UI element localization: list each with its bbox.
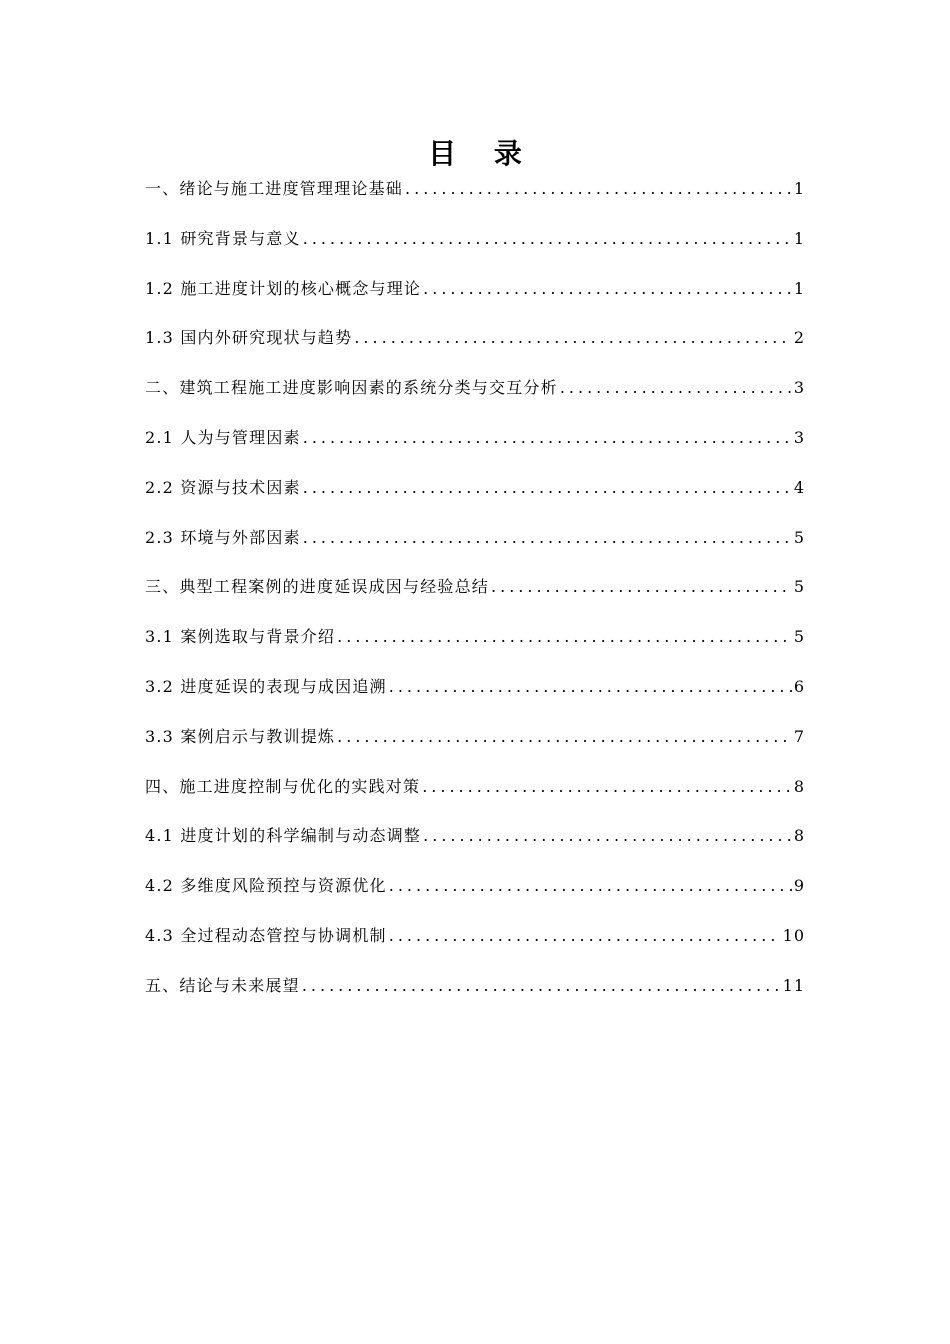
toc-leader-dots	[491, 575, 792, 599]
toc-entry[interactable]	[145, 476, 805, 526]
toc-page-number: 10	[782, 925, 805, 945]
toc-page-number: 4	[793, 477, 805, 497]
toc-entry[interactable]	[145, 824, 805, 874]
toc-entry[interactable]	[145, 974, 805, 1024]
toc-leader-dots	[337, 725, 792, 749]
toc-page-number: 3	[793, 427, 805, 447]
toc-entry-text: 1.1 研究背景与意义	[145, 228, 301, 248]
toc-leader-dots	[337, 625, 792, 649]
toc-entry[interactable]	[145, 277, 805, 327]
toc-page-number: 6	[793, 676, 805, 696]
toc-leader-dots	[354, 326, 791, 350]
toc-entry-text: 2.3 环境与外部因素	[145, 527, 301, 547]
toc-page-number: 1	[793, 179, 805, 198]
toc-leader-dots	[303, 227, 792, 251]
toc-page-number: 5	[793, 527, 805, 547]
toc-leader-dots	[389, 675, 792, 699]
toc-entry[interactable]	[145, 675, 805, 725]
toc-leader-dots	[389, 924, 781, 948]
toc-entry[interactable]	[145, 227, 805, 277]
toc-entry[interactable]	[145, 426, 805, 476]
toc-entry[interactable]	[145, 924, 805, 974]
toc-entry-text: 四、施工进度控制与优化的实践对策	[145, 776, 421, 796]
toc-page-number: 1	[793, 228, 805, 248]
toc-entry[interactable]	[145, 376, 805, 426]
toc-entry-text: 1.2 施工进度计划的核心概念与理论	[145, 278, 422, 298]
toc-entry[interactable]	[145, 725, 805, 775]
toc-entry[interactable]	[145, 625, 805, 675]
toc-entry-text: 二、建筑工程施工进度影响因素的系统分类与交互分析	[145, 378, 558, 398]
toc-leader-dots	[423, 277, 792, 301]
toc-entry[interactable]	[145, 326, 805, 376]
toc-entry[interactable]	[145, 575, 805, 625]
toc-page-number: 8	[793, 776, 805, 796]
toc-page-number: 7	[793, 726, 805, 746]
toc-page-number: 5	[793, 627, 805, 647]
toc-entry-text: 4.3 全过程动态管控与协调机制	[145, 925, 387, 945]
toc-leader-dots	[422, 775, 792, 799]
toc-page-number: 1	[793, 278, 805, 298]
toc-entry[interactable]	[145, 526, 805, 576]
toc-entry[interactable]	[145, 775, 805, 825]
toc-entry-text: 3.2 进度延误的表现与成因追溯	[145, 676, 387, 696]
toc-leader-dots	[303, 426, 792, 450]
toc-page-number: 3	[793, 378, 805, 398]
toc-entry[interactable]	[145, 874, 805, 924]
toc-leader-dots	[303, 526, 792, 550]
toc-entry-text: 一、绪论与施工进度管理理论基础	[145, 179, 404, 198]
toc-entry-text: 五、结论与未来展望	[145, 975, 300, 995]
toc-entry-text: 4.2 多维度风险预控与资源优化	[145, 876, 387, 896]
page-title: 目 录	[428, 137, 536, 170]
toc-page-number: 5	[793, 577, 805, 597]
toc-leader-dots	[303, 476, 792, 500]
table-of-contents	[145, 177, 805, 1024]
toc-leader-dots	[389, 874, 792, 898]
toc-entry-text: 1.3 国内外研究现状与趋势	[145, 328, 353, 348]
toc-entry[interactable]	[145, 177, 805, 227]
toc-leader-dots	[423, 824, 792, 848]
toc-leader-dots	[560, 376, 792, 400]
toc-entry-text: 3.1 案例选取与背景介绍	[145, 627, 336, 647]
toc-page-number: 8	[793, 826, 805, 846]
toc-entry-text: 三、典型工程案例的进度延误成因与经验总结	[145, 577, 490, 597]
toc-entry-text: 3.3 案例启示与教训提炼	[145, 726, 336, 746]
toc-entry-text: 4.1 进度计划的科学编制与动态调整	[145, 826, 422, 846]
toc-page-number: 11	[782, 975, 805, 995]
toc-entry-text: 2.2 资源与技术因素	[145, 477, 301, 497]
toc-leader-dots	[302, 974, 781, 998]
toc-page-number: 9	[793, 876, 805, 896]
toc-leader-dots	[405, 177, 792, 201]
toc-entry-text: 2.1 人为与管理因素	[145, 427, 301, 447]
toc-page-number: 2	[793, 328, 805, 348]
